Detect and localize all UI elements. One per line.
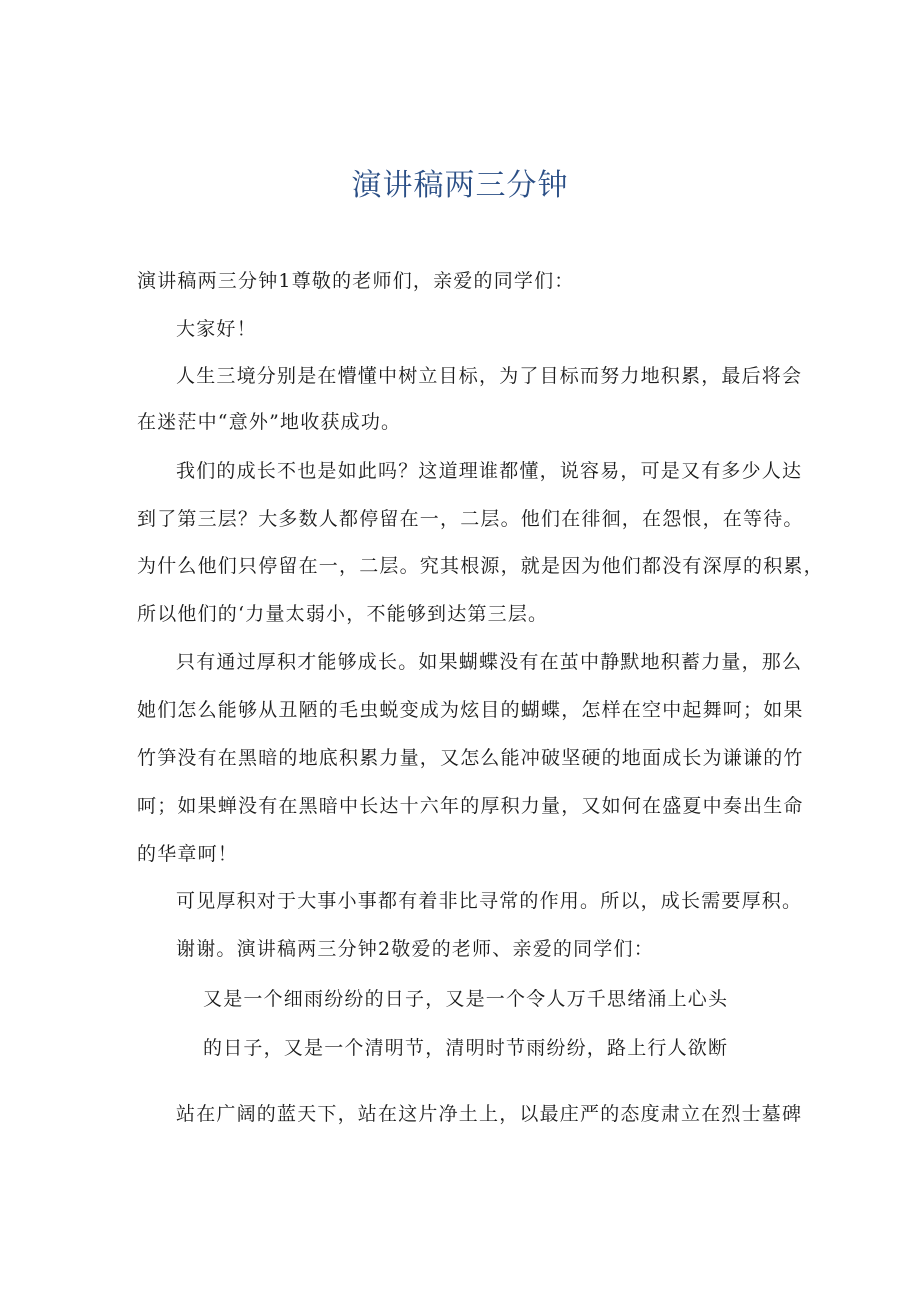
paragraph-line-12: 呵；如果蝉没有在黑暗中长达十六年的厚积力量，又如何在盛夏中奏出生命	[137, 795, 804, 817]
paragraph-line-7: 为什么他们只停留在一，二层。究其根源，就是因为他们都没有深厚的积累，	[137, 555, 824, 577]
paragraph-line-11: 竹笋没有在黑暗的地底积累力量，又怎么能冲破坚硬的地面成长为谦谦的竹	[137, 747, 804, 769]
paragraph-line-14: 可见厚积对于大事小事都有着非比寻常的作用。所以，成长需要厚积。	[176, 890, 803, 912]
paragraph-line-8: 所以他们的‘力量太弱小，不能够到达第三层。	[137, 603, 549, 625]
paragraph-line-15: 谢谢。演讲稿两三分钟2敬爱的老师、亲爱的同学们：	[176, 938, 654, 960]
paragraph-line-2: 大家好！	[176, 318, 257, 340]
paragraph-line-16: 又是一个细雨纷纷的日子，又是一个令人万千思绪涌上心头	[203, 988, 729, 1010]
paragraph-line-3: 人生三境分别是在懵懂中树立目标，为了目标而努力地积累，最后将会	[176, 365, 803, 387]
paragraph-line-18: 站在广阔的蓝天下，站在这片净土上，以最庄严的态度肃立在烈士墓碑	[176, 1103, 803, 1125]
paragraph-line-4: 在迷茫中“意外”地收获成功。	[137, 411, 402, 433]
paragraph-line-10: 她们怎么能够从丑陋的毛虫蜕变成为炫目的蝴蝶，怎样在空中起舞呵；如果	[137, 699, 804, 721]
paragraph-line-5: 我们的成长不也是如此吗？这道理谁都懂，说容易，可是又有多少人达	[176, 460, 803, 482]
document-title: 演讲稿两三分钟	[351, 168, 569, 203]
paragraph-line-17: 的日子，又是一个清明节，清明时节雨纷纷，路上行人欲断	[203, 1037, 729, 1059]
paragraph-line-6: 到了第三层？大多数人都停留在一，二层。他们在徘徊，在怨恨，在等待。	[137, 508, 804, 530]
paragraph-line-1: 演讲稿两三分钟1尊敬的老师们，亲爱的同学们：	[137, 270, 575, 292]
paragraph-line-13: 的华章呵！	[137, 843, 239, 865]
paragraph-line-9: 只有通过厚积才能够成长。如果蝴蝶没有在茧中静默地积蓄力量，那么	[176, 651, 803, 673]
